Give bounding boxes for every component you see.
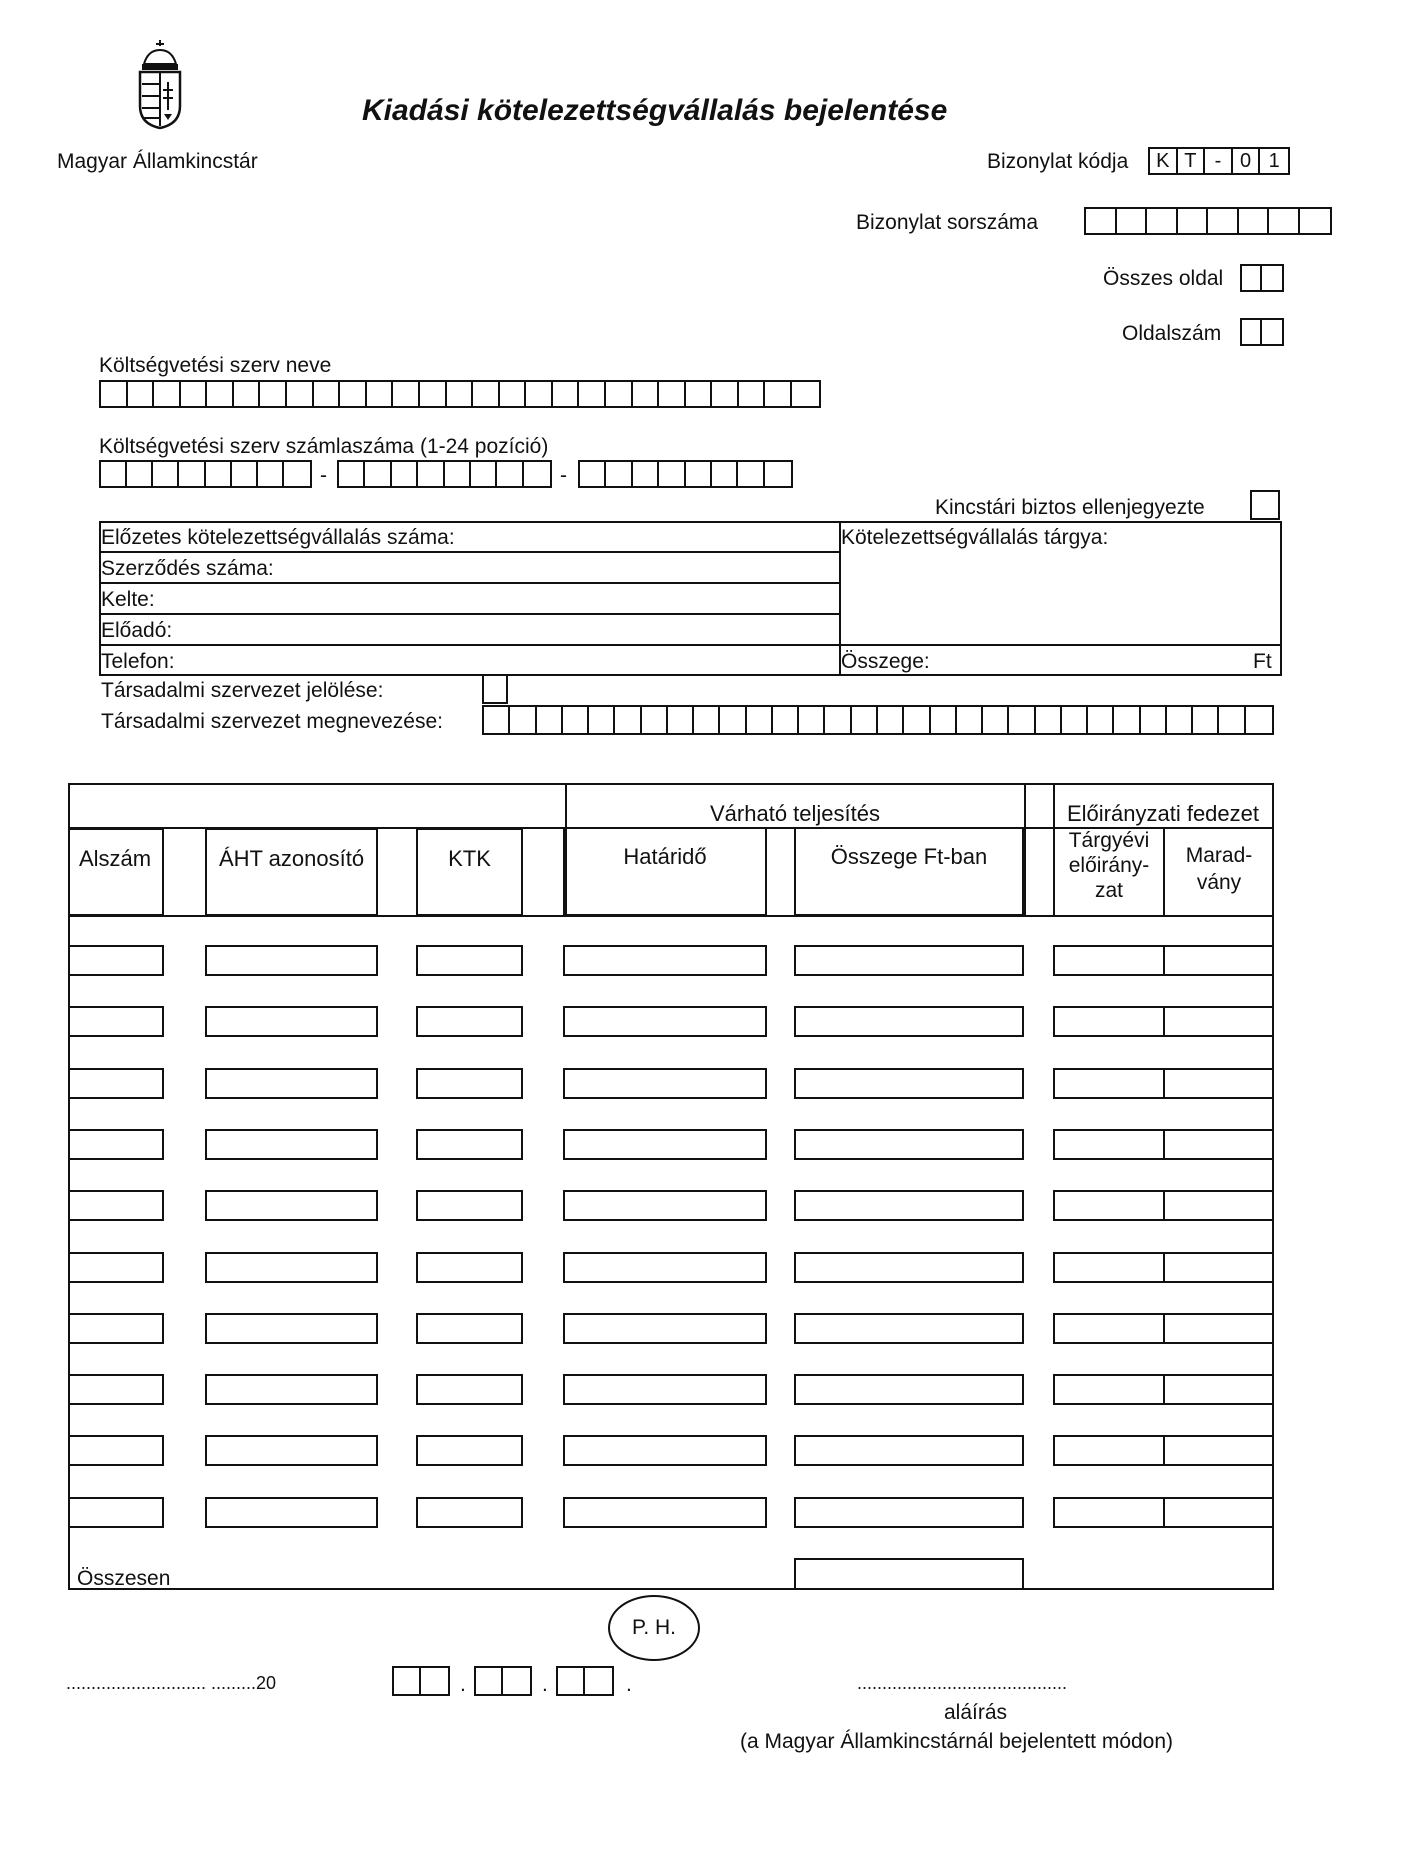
alszam-cell[interactable]	[68, 1497, 164, 1528]
deadline-cell[interactable]	[563, 1313, 767, 1344]
char-box[interactable]	[284, 462, 310, 486]
alszam-cell[interactable]	[68, 1374, 164, 1405]
char-box[interactable]	[232, 462, 258, 486]
col-header-ktk: KTK	[416, 828, 523, 916]
remaining-cell[interactable]	[1163, 1006, 1273, 1037]
doc-code-label: Bizonylat kódja	[987, 150, 1129, 173]
month-boxes[interactable]	[474, 1666, 532, 1696]
aht-cell[interactable]	[205, 1006, 378, 1037]
char-box[interactable]	[393, 382, 420, 406]
char-box[interactable]	[258, 462, 284, 486]
serial-number-label: Bizonylat sorszáma	[856, 211, 1039, 234]
char-box[interactable]	[392, 462, 418, 486]
char-box[interactable]	[101, 462, 127, 486]
amount-cell[interactable]	[794, 1252, 1024, 1283]
char-box[interactable]	[585, 1668, 612, 1694]
ktk-cell[interactable]	[416, 945, 523, 976]
col-header-deadline: Határidő	[563, 828, 767, 916]
char-box[interactable]	[421, 1668, 448, 1694]
page-number-boxes[interactable]	[1240, 318, 1284, 346]
remaining-line-1: Marad-	[1185, 844, 1253, 867]
total-label: Összesen	[77, 1567, 171, 1590]
remaining-cell[interactable]	[1163, 1068, 1273, 1099]
contract-number-field[interactable]: Szerződés száma:	[101, 557, 274, 580]
char-box[interactable]	[1086, 209, 1117, 233]
stamp-circle	[608, 1595, 700, 1661]
char-box[interactable]	[686, 382, 713, 406]
signature-line[interactable]: ..........................................	[857, 1673, 1068, 1693]
social-org-name-boxes[interactable]	[482, 705, 1274, 735]
char-box[interactable]: 1	[1268, 150, 1280, 172]
char-box[interactable]	[589, 707, 615, 733]
char-box[interactable]	[339, 462, 365, 486]
stamp-label: P. H.	[632, 1616, 676, 1639]
char-box[interactable]: K	[1150, 149, 1178, 173]
char-box[interactable]	[1009, 707, 1035, 733]
char-box[interactable]	[957, 707, 983, 733]
char-box[interactable]	[207, 382, 234, 406]
char-box[interactable]	[739, 382, 766, 406]
char-box[interactable]	[1088, 707, 1114, 733]
deadline-cell[interactable]	[563, 1374, 767, 1405]
remaining-cell[interactable]	[1163, 1435, 1273, 1466]
deadline-cell[interactable]	[563, 1068, 767, 1099]
amount-cell[interactable]	[794, 1190, 1024, 1221]
char-box[interactable]	[500, 382, 527, 406]
char-box[interactable]	[153, 462, 179, 486]
date-field[interactable]: Kelte:	[101, 588, 155, 611]
char-box[interactable]	[738, 462, 764, 486]
current-allocation-cell[interactable]	[1053, 1313, 1165, 1344]
char-box[interactable]	[503, 1668, 530, 1694]
ktk-cell[interactable]	[416, 1497, 523, 1528]
alszam-cell[interactable]	[68, 1068, 164, 1099]
char-box[interactable]	[563, 707, 589, 733]
char-box[interactable]	[314, 382, 341, 406]
aht-cell[interactable]	[205, 1313, 378, 1344]
char-box[interactable]	[510, 707, 536, 733]
deadline-cell[interactable]	[563, 1129, 767, 1160]
char-box[interactable]	[1147, 209, 1178, 233]
char-box[interactable]	[367, 382, 394, 406]
char-box[interactable]	[606, 382, 633, 406]
char-box[interactable]	[983, 707, 1009, 733]
char-box[interactable]	[1178, 209, 1209, 233]
char-box[interactable]	[633, 462, 659, 486]
alszam-cell[interactable]	[68, 1435, 164, 1466]
char-box[interactable]	[365, 462, 391, 486]
ktk-cell[interactable]	[416, 1129, 523, 1160]
total-amount-box[interactable]	[794, 1558, 1024, 1590]
char-box[interactable]	[686, 462, 712, 486]
remaining-cell[interactable]	[1163, 1252, 1273, 1283]
char-box[interactable]	[287, 382, 314, 406]
char-box[interactable]	[765, 462, 791, 486]
alszam-cell[interactable]	[68, 1006, 164, 1037]
char-box[interactable]: T	[1178, 149, 1206, 173]
org-name-boxes[interactable]	[99, 380, 821, 408]
account-number-label: Költségvetési szerv számlaszáma (1-24 pozíció)	[99, 435, 549, 458]
prior-commitment-field[interactable]: Előzetes kötelezettségvállalás száma:	[101, 526, 455, 549]
char-box[interactable]	[694, 707, 720, 733]
char-box[interactable]	[418, 462, 444, 486]
col-header-alszam: Alszám	[68, 828, 164, 916]
char-box[interactable]	[720, 707, 746, 733]
char-box[interactable]	[668, 707, 694, 733]
aht-cell[interactable]	[205, 1129, 378, 1160]
char-box[interactable]	[1219, 707, 1245, 733]
ktk-cell[interactable]	[416, 1435, 523, 1466]
ktk-cell[interactable]	[416, 1313, 523, 1344]
alszam-cell[interactable]	[68, 1313, 164, 1344]
place-date-line[interactable]: ............................ .........20	[66, 1673, 277, 1693]
current-allocation-cell[interactable]	[1053, 1497, 1165, 1528]
alszam-cell[interactable]	[68, 1252, 164, 1283]
col-header-current-allocation	[1053, 828, 1165, 916]
social-org-name-label: Társadalmi szervezet megnevezése:	[101, 710, 443, 733]
amount-cell[interactable]	[794, 1129, 1024, 1160]
ktk-cell[interactable]	[416, 1374, 523, 1405]
total-pages-boxes[interactable]	[1240, 264, 1284, 292]
char-box[interactable]	[579, 382, 606, 406]
doc-code-boxes[interactable]	[1148, 147, 1290, 175]
current-allocation-line-1: Tárgyévi	[1068, 829, 1150, 852]
treasury-commissioner-label: Kincstári biztos ellenjegyezte	[935, 496, 1205, 519]
deadline-cell[interactable]	[563, 1252, 767, 1283]
char-box[interactable]	[712, 462, 738, 486]
aht-cell[interactable]	[205, 1497, 378, 1528]
alszam-cell[interactable]	[68, 945, 164, 976]
date-dot: .	[460, 1673, 466, 1696]
char-box[interactable]: 0	[1233, 149, 1261, 173]
date-dot: .	[542, 1673, 548, 1696]
phone-field[interactable]: Telefon:	[101, 650, 175, 673]
amount-cell[interactable]	[794, 1435, 1024, 1466]
currency-label: Ft	[1253, 650, 1272, 673]
char-box[interactable]	[931, 707, 957, 733]
remaining-cell[interactable]	[1163, 1190, 1273, 1221]
coverage-group: Előirányzati fedezet	[1067, 801, 1259, 826]
remaining-cell[interactable]	[1163, 1374, 1273, 1405]
current-allocation-cell[interactable]	[1053, 1374, 1165, 1405]
char-box[interactable]	[101, 382, 128, 406]
char-box[interactable]	[852, 707, 878, 733]
char-box[interactable]	[1269, 209, 1300, 233]
char-box[interactable]	[1242, 266, 1262, 290]
date-dot: .	[626, 1673, 632, 1696]
ktk-cell[interactable]	[416, 1006, 523, 1037]
char-box[interactable]	[206, 462, 232, 486]
org-name: Magyar Államkincstár	[57, 150, 258, 173]
char-box[interactable]	[1036, 707, 1062, 733]
char-box[interactable]	[659, 462, 685, 486]
char-box[interactable]	[904, 707, 930, 733]
col-header-amount: Összege Ft-ban	[794, 828, 1024, 916]
amount-cell[interactable]	[794, 1068, 1024, 1099]
aht-cell[interactable]	[205, 1435, 378, 1466]
char-box[interactable]	[128, 382, 155, 406]
alszam-cell[interactable]	[68, 1129, 164, 1160]
aht-cell[interactable]	[205, 1190, 378, 1221]
char-box[interactable]	[340, 382, 367, 406]
deadline-cell[interactable]	[563, 1435, 767, 1466]
char-box[interactable]	[606, 462, 632, 486]
expected-fulfillment-group: Várható teljesítés	[710, 801, 880, 826]
char-box[interactable]	[181, 382, 208, 406]
remaining-cell[interactable]	[1163, 945, 1273, 976]
char-box[interactable]	[394, 1668, 421, 1694]
char-box[interactable]	[1141, 707, 1167, 733]
aht-cell[interactable]	[205, 1374, 378, 1405]
coat-of-arms-logo	[134, 38, 186, 130]
treasury-commissioner-checkbox[interactable]	[1250, 490, 1280, 520]
char-box[interactable]	[420, 382, 447, 406]
char-box[interactable]	[633, 382, 660, 406]
total-pages-label: Összes oldal	[1103, 267, 1224, 290]
col-header-aht: ÁHT azonosító	[205, 828, 378, 916]
char-box[interactable]	[447, 382, 474, 406]
char-box[interactable]	[773, 707, 799, 733]
char-box[interactable]	[1062, 707, 1088, 733]
char-box[interactable]	[1114, 707, 1140, 733]
amount-cell[interactable]	[794, 945, 1024, 976]
char-box[interactable]	[1239, 209, 1270, 233]
char-box[interactable]	[659, 382, 686, 406]
current-allocation-cell[interactable]	[1053, 945, 1165, 976]
alszam-cell[interactable]	[68, 1190, 164, 1221]
char-box[interactable]	[553, 382, 580, 406]
char-box[interactable]	[445, 462, 471, 486]
char-box[interactable]	[1117, 209, 1148, 233]
deadline-cell[interactable]	[563, 1190, 767, 1221]
ktk-cell[interactable]	[416, 1190, 523, 1221]
char-box[interactable]	[580, 462, 606, 486]
current-allocation-cell[interactable]	[1053, 1435, 1165, 1466]
deadline-cell[interactable]	[563, 1006, 767, 1037]
char-box[interactable]	[537, 707, 563, 733]
commitment-subject-field[interactable]: Kötelezettségvállalás tárgya:	[841, 526, 1109, 549]
rapporteur-field[interactable]: Előadó:	[101, 619, 173, 642]
deadline-cell[interactable]	[563, 945, 767, 976]
char-box[interactable]	[260, 382, 287, 406]
remaining-cell[interactable]	[1163, 1129, 1273, 1160]
signature-label: aláírás	[944, 1701, 1008, 1724]
page-number-label: Oldalszám	[1122, 322, 1222, 345]
current-allocation-line-3: zat	[1094, 879, 1123, 902]
char-box[interactable]	[526, 382, 553, 406]
char-box[interactable]	[484, 707, 510, 733]
col-header-remaining	[1165, 842, 1273, 912]
char-box[interactable]	[1246, 707, 1272, 733]
char-box[interactable]	[825, 707, 851, 733]
char-box[interactable]	[878, 707, 904, 733]
char-box[interactable]	[473, 382, 500, 406]
account-separator: -	[320, 464, 327, 487]
char-box[interactable]	[642, 707, 668, 733]
char-box[interactable]	[127, 462, 153, 486]
deadline-cell[interactable]	[563, 1497, 767, 1528]
amount-cell[interactable]	[794, 1313, 1024, 1344]
account-separator: -	[560, 464, 567, 487]
current-allocation-cell[interactable]	[1053, 1068, 1165, 1099]
signature-note: (a Magyar Államkincstárnál bejelentett módon)	[740, 1730, 1174, 1753]
amount-field[interactable]: Összege:	[841, 650, 930, 673]
char-box[interactable]	[1167, 707, 1193, 733]
current-allocation-line-2: előirány-	[1068, 854, 1150, 877]
char-box[interactable]	[765, 382, 792, 406]
remaining-cell[interactable]	[1163, 1497, 1273, 1528]
amount-cell[interactable]	[794, 1374, 1024, 1405]
remaining-cell[interactable]	[1163, 1313, 1273, 1344]
serial-number-boxes[interactable]	[1084, 207, 1332, 235]
char-box[interactable]	[234, 382, 261, 406]
ktk-cell[interactable]	[416, 1252, 523, 1283]
char-box[interactable]	[524, 462, 550, 486]
char-box[interactable]	[179, 462, 205, 486]
ktk-cell[interactable]	[416, 1068, 523, 1099]
char-box[interactable]	[747, 707, 773, 733]
remaining-line-2: vány	[1196, 871, 1242, 894]
current-allocation-cell[interactable]	[1053, 1190, 1165, 1221]
current-allocation-cell[interactable]	[1053, 1006, 1165, 1037]
social-org-mark-label: Társadalmi szervezet jelölése:	[101, 679, 384, 702]
char-box[interactable]	[1242, 320, 1262, 344]
char-box[interactable]	[471, 462, 497, 486]
social-org-mark-checkbox[interactable]	[482, 676, 508, 704]
day-boxes[interactable]	[556, 1666, 614, 1696]
char-box[interactable]	[476, 1668, 503, 1694]
char-box[interactable]	[799, 707, 825, 733]
account-number-part-3[interactable]	[578, 460, 793, 488]
char-box[interactable]	[558, 1668, 585, 1694]
char-box[interactable]	[712, 382, 739, 406]
char-box[interactable]	[615, 707, 641, 733]
char-box[interactable]	[1300, 209, 1331, 233]
amount-cell[interactable]	[794, 1006, 1024, 1037]
current-allocation-cell[interactable]	[1053, 1252, 1165, 1283]
char-box[interactable]	[1262, 320, 1282, 344]
org-name-label: Költségvetési szerv neve	[99, 354, 332, 377]
account-number-part-1[interactable]	[99, 460, 312, 488]
form-title: Kiadási kötelezettségvállalás bejelentése	[362, 94, 948, 127]
char-box[interactable]	[154, 382, 181, 406]
char-box[interactable]	[792, 382, 819, 406]
char-box[interactable]	[1193, 707, 1219, 733]
char-box[interactable]	[1208, 209, 1239, 233]
aht-cell[interactable]	[205, 945, 378, 976]
aht-cell[interactable]	[205, 1068, 378, 1099]
char-box[interactable]: -	[1205, 149, 1233, 173]
current-allocation-cell[interactable]	[1053, 1129, 1165, 1160]
account-number-part-2[interactable]	[337, 460, 552, 488]
char-box[interactable]	[497, 462, 523, 486]
char-box[interactable]	[1262, 266, 1282, 290]
aht-cell[interactable]	[205, 1252, 378, 1283]
amount-cell[interactable]	[794, 1497, 1024, 1528]
year-boxes[interactable]	[392, 1666, 450, 1696]
